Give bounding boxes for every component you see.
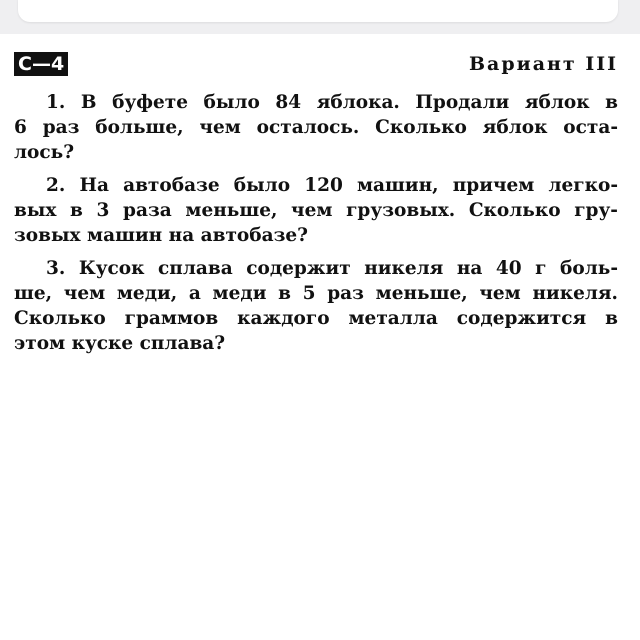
problem-line: лось? [14,142,75,163]
problem-number: 1. [46,92,66,113]
problem-line: этом куске сплава? [14,333,226,354]
problem-line: Сколько граммов каждого металла содержится в [14,308,618,329]
problem-line: вых в 3 раза меньше, чем грузовых. Сколько гру- [14,200,618,221]
problem-line: зовых машин на автобазе? [14,225,309,246]
problem-text: Кусок сплава содержит никеля на 40 г боль- [78,258,618,279]
variant-title: Вариант III [468,53,618,75]
problem-2 [14,173,618,248]
problem-line: 6 раз больше, чем осталось. Сколько яблок оста- [14,117,618,138]
section-label: С—4 [14,52,68,76]
top-card-edge [18,0,618,22]
problem-text: На автобазе было 120 машин, причем легко- [79,175,618,196]
problem-number: 2. [46,175,66,196]
problem-line: ше, чем меди, а меди в 5 раз меньше, чем никеля. [14,283,618,304]
page-header [14,52,622,78]
textbook-page [0,34,640,640]
top-browser-strip [0,0,640,34]
problem-list [14,90,618,364]
problem-1 [14,90,618,165]
problem-3 [14,256,618,356]
problem-line [14,256,618,281]
problem-number: 3. [46,258,66,279]
problem-text: В буфете было 84 яблока. Продали яблок в [80,92,618,113]
problem-line [14,90,618,115]
problem-line [14,173,618,198]
